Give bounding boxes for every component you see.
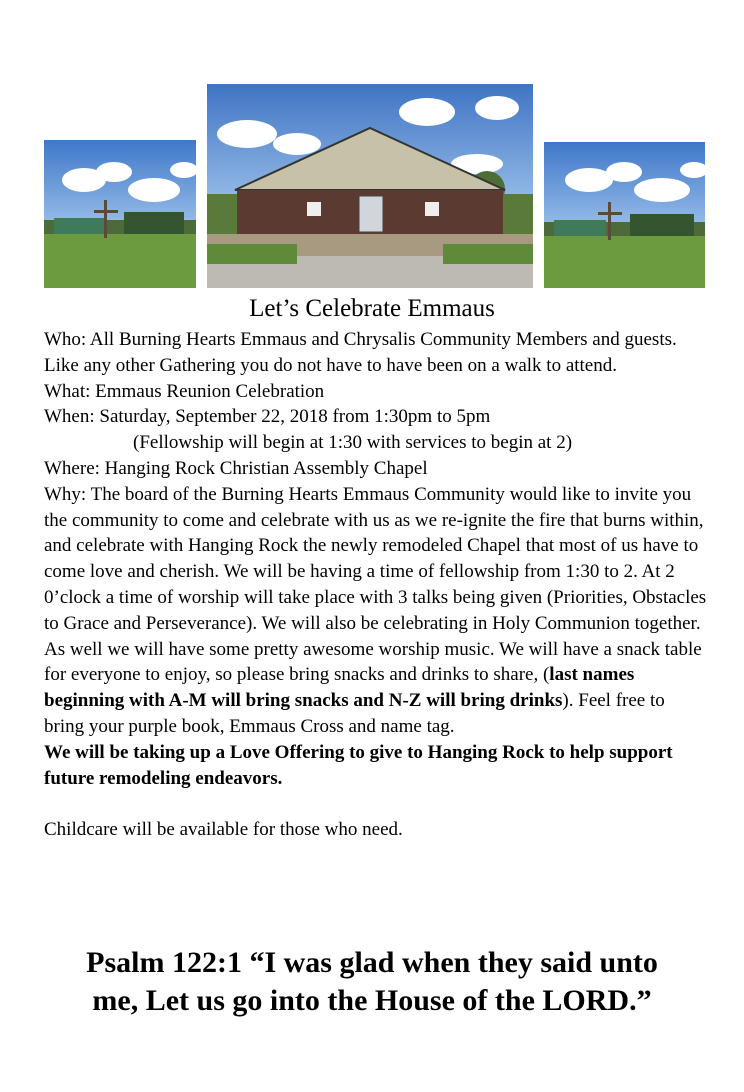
when-note: (Fellowship will begin at 1:30 with services to begin at 2) <box>133 432 573 454</box>
childcare-note: Childcare will be available for those who need. <box>44 819 403 841</box>
psalm-line-2: me, Let us go into the House of the LORD.” <box>92 984 652 1017</box>
photo-chapel <box>207 84 533 288</box>
why-tail: ). Feel free to bring your purple book, Emmaus Cross and name tag. <box>44 690 665 737</box>
psalm-line-1: Psalm 122:1 “I was glad when they said unto <box>86 946 658 979</box>
psalm-quote <box>0 944 744 1020</box>
when-line: When: Saturday, September 22, 2018 from 1:30pm to 5pm <box>44 406 491 428</box>
why-text: Why: The board of the Burning Hearts Emmaus Community would like to invite you the community to come and celebrate with us as we re-ignite the fire that burns within, and celebrate with Hanging Rock the newly remodeled Chapel that most of us have to come love and cherish. We will be having a time of fellowship from 1:30 to 2. At 2 0’clock a time of worship will take place with 3 talks being given (Priorities, Obstacles to Grace and Perseverance). We will also be celebrating in Holy Communion together. As well we will have some pretty awesome worship music. We will have a snack table for everyone to enjoy, so please bring snacks and drinks to share, ( <box>44 483 707 686</box>
where-line: Where: Hanging Rock Christian Assembly Chapel <box>44 457 428 479</box>
page-title: Let’s Celebrate Emmaus <box>249 295 495 322</box>
photo-field-left <box>44 140 196 288</box>
what-line: What: Emmaus Reunion Celebration <box>44 380 325 402</box>
photo-field-right <box>544 142 705 288</box>
love-offering-note: We will be taking up a Love Offering to give to Hanging Rock to help support future remodeling endeavors. <box>44 741 673 789</box>
why-paragraph <box>44 482 708 740</box>
flyer-body <box>44 327 708 843</box>
why-bold-note: last names beginning with A-M will bring snacks and N-Z will bring drinks <box>44 664 635 712</box>
who-paragraph: Who: All Burning Hearts Emmaus and Chrysalis Community Members and guests. Like any other Gathering you do not have to have been on a walk to attend. <box>44 329 677 376</box>
